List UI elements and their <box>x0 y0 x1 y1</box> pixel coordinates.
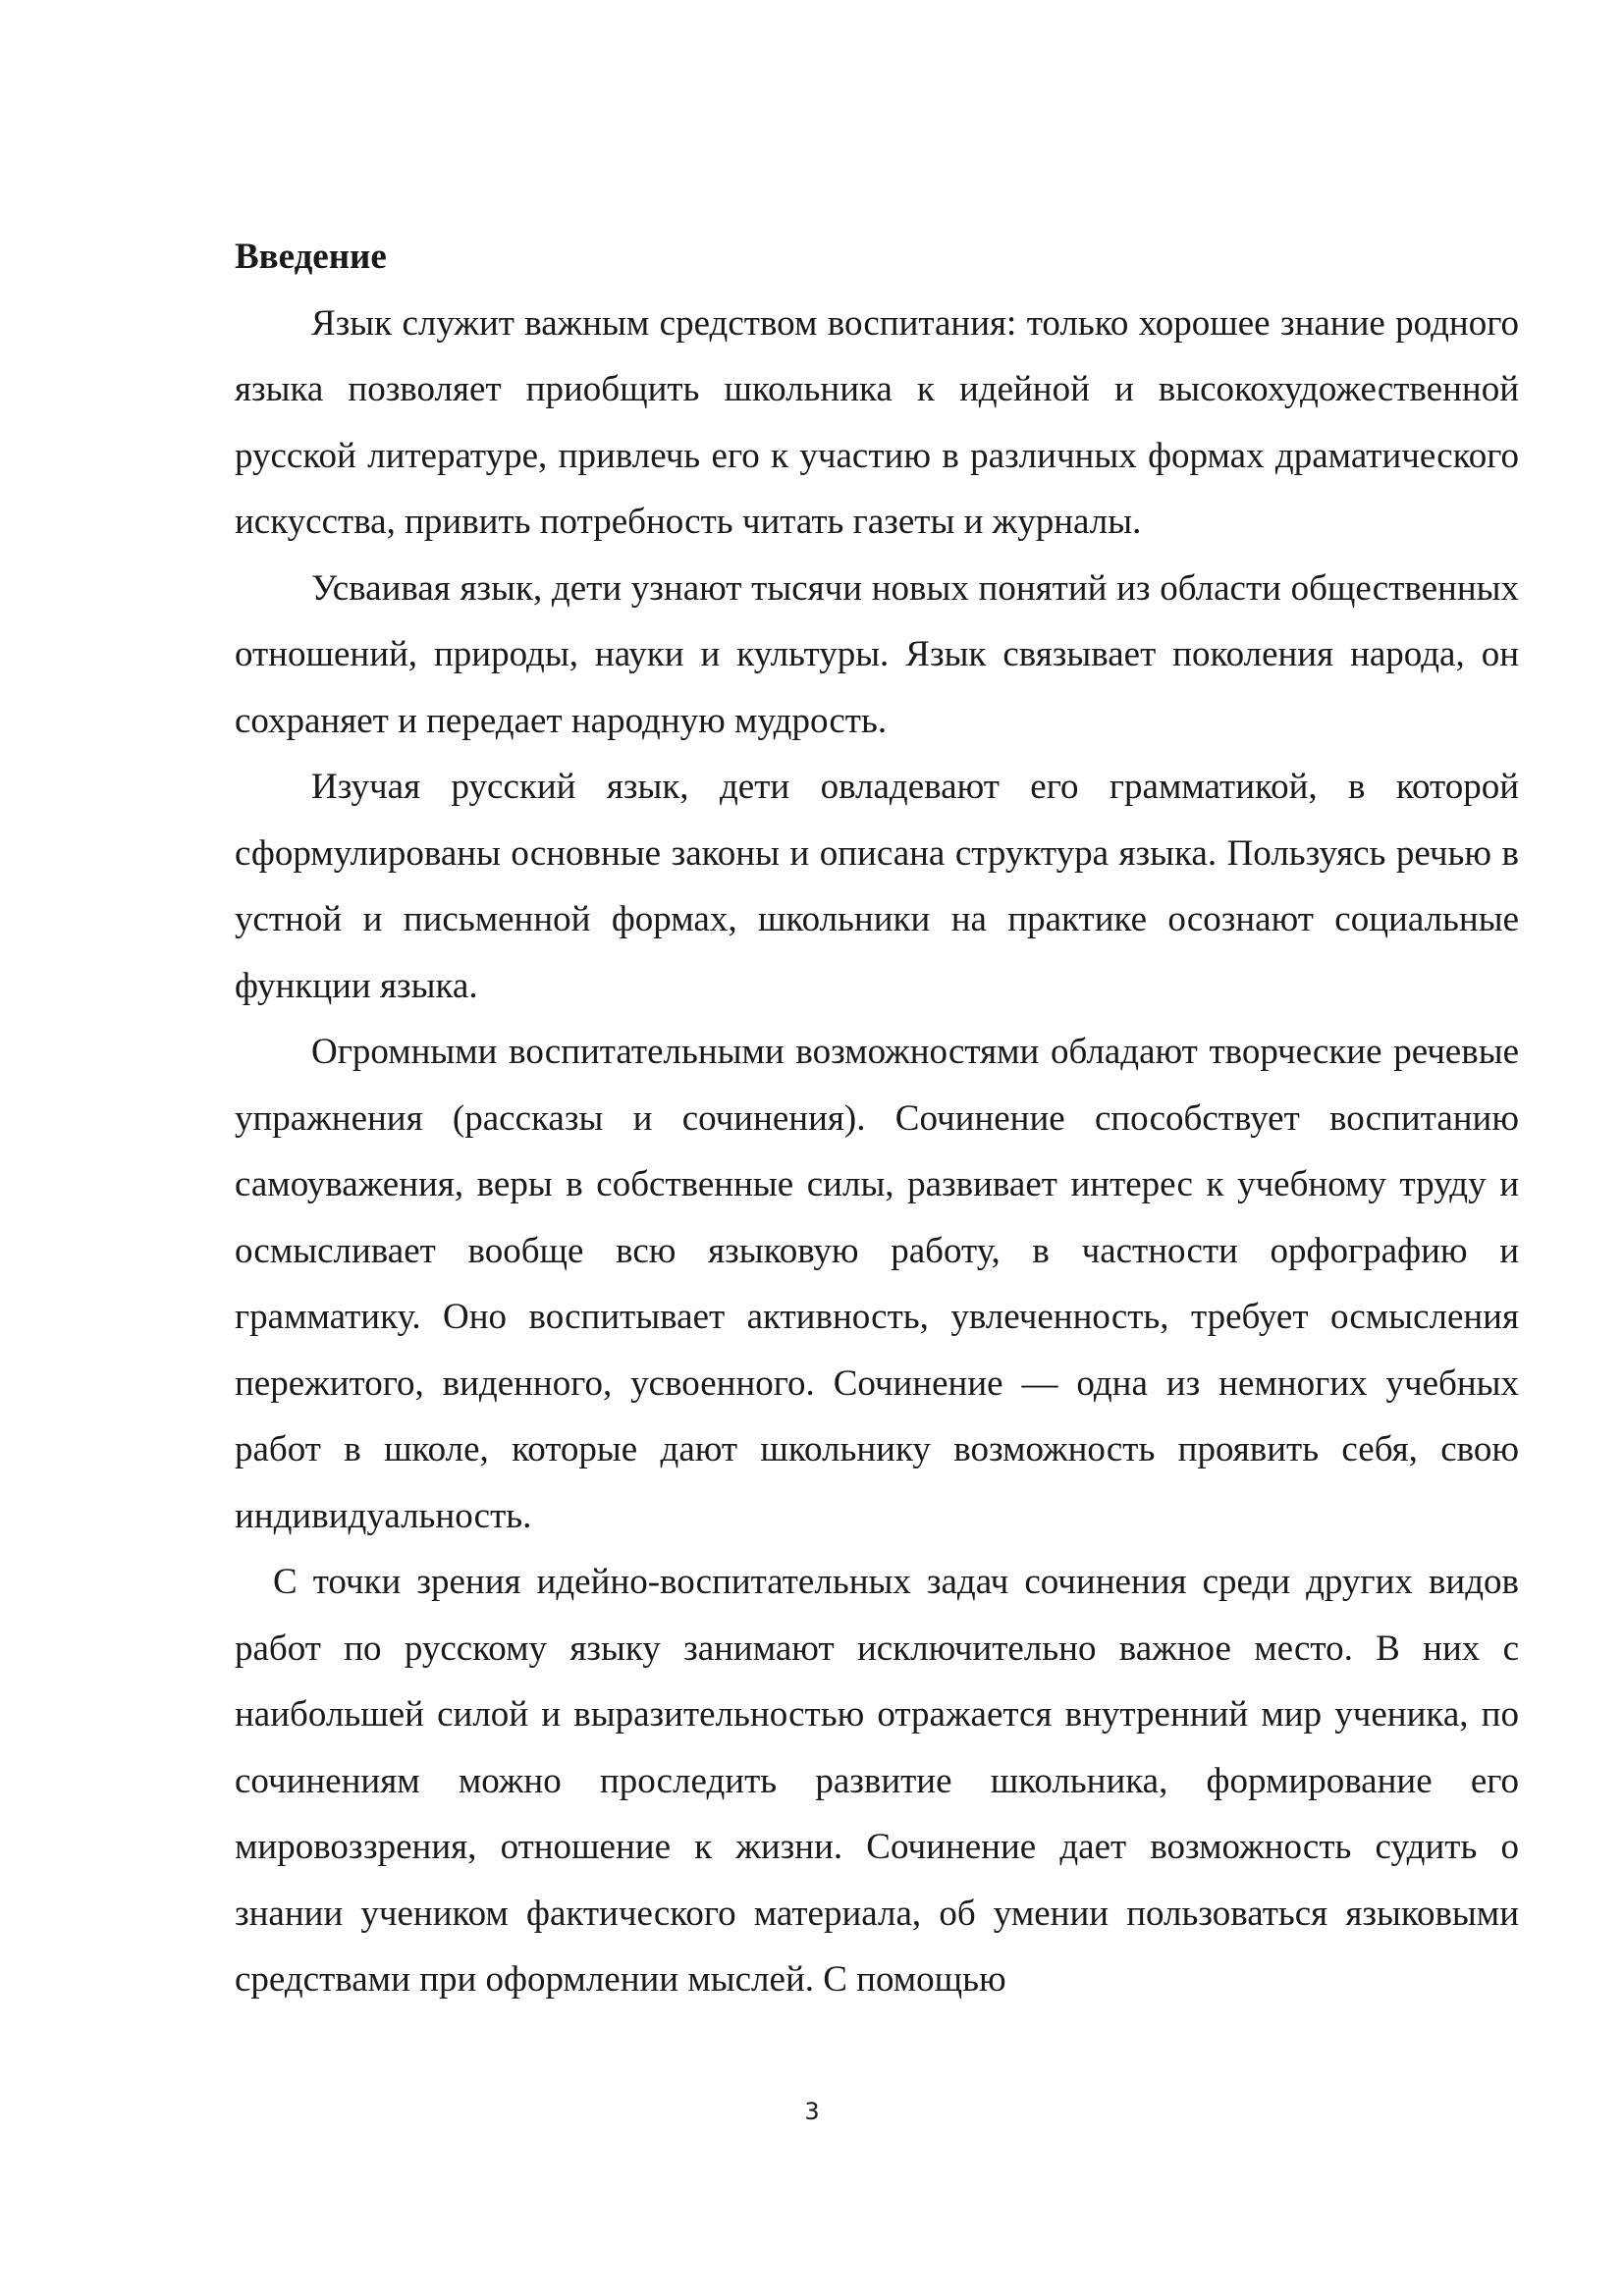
paragraph: С точки зрения идейно-воспитательных задач сочинения среди других видов работ по русскому языку занимают исключительно важное место. В них с наибольшей силой и выразительностью отражается внутренний мир ученика, по сочинениям можно проследить развитие школьника, формирование его мировоззрения, отношение к жизни. Сочинение дает возможность судить о знании учеником фактического материала, об умении пользоваться языковыми средствами при оформлении мыслей. С помощью <box>235 1562 1519 2000</box>
paragraph: Изучая русский язык, дети овладевают его грамматикой, в которой сформулированы основные законы и описана структура языка. Пользуясь речью в устной и письменной формах, школьники на практике осознают социальные функции языка. <box>235 767 1519 1006</box>
paragraph: Усваивая язык, дети узнают тысячи новых понятий из области общественных отношений, природы, науки и культуры. Язык связывает поколения народа, он сохраняет и передает народную мудрость. <box>235 567 1519 741</box>
paragraph: Язык служит важным средством воспитания: только хорошее знание родного языка позволяет приобщить школьника к идейной и высокохудожественной русской литературе, привлечь его к участию в различных формах драматического искусства, привить потребность читать газеты и журналы. <box>235 302 1519 542</box>
page-number: 3 <box>804 2098 820 2125</box>
page-body <box>235 224 1519 2013</box>
paragraph: Огромными воспитательными возможностями обладают творческие речевые упражнения (рассказы и сочинения). Сочинение способствует воспитанию самоуважения, веры в собственные силы, развивает интерес к учебному труду и осмысливает вообще всю языковую работу, в частности орфографию и грамматику. Оно воспитывает активность, увлеченность, требует осмысления пережитого, виденного, усвоенного. Сочинение — одна из немногих учебных работ в школе, которые дают школьнику возможность проявить себя, свою индивидуальность. <box>235 1032 1519 1536</box>
section-heading: Введение <box>235 237 387 277</box>
